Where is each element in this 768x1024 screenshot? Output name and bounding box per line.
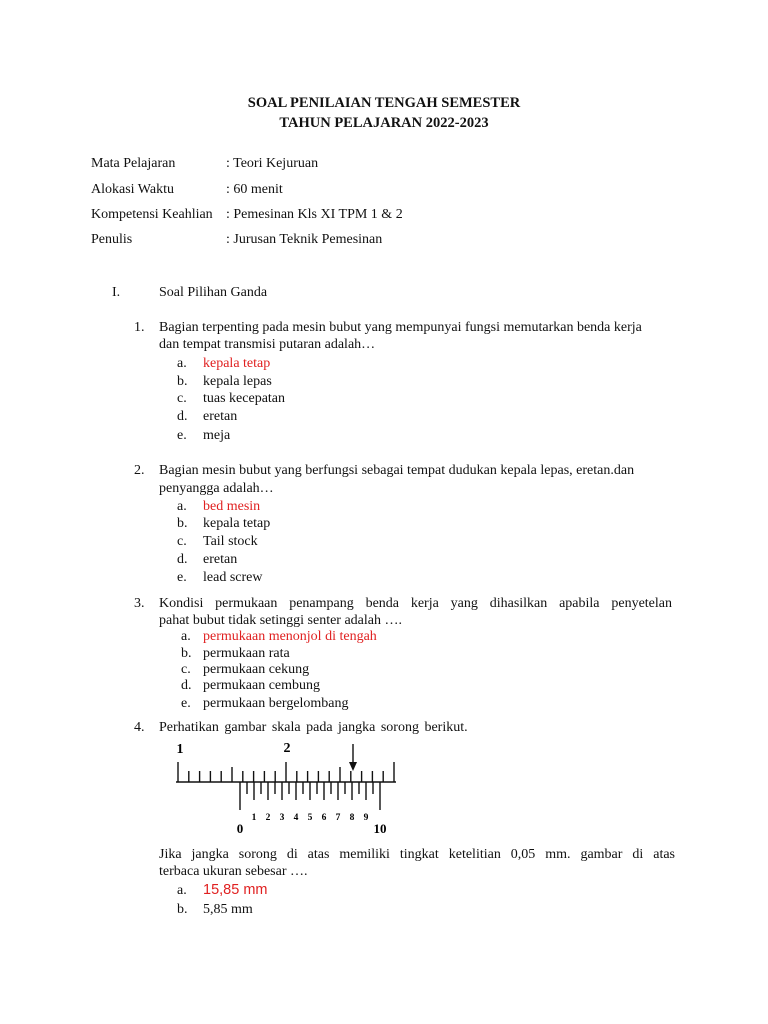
option-text: permukaan cekung [203,662,310,677]
question-number: 3. [134,596,145,611]
option-letter: d. [177,409,188,424]
option-letter: b. [177,374,188,389]
meta-label-competency: Kompetensi Keahlian [91,207,213,222]
meta-value-competency: : Pemesinan Kls XI TPM 1 & 2 [226,207,403,222]
option-text: kepala lepas [203,374,272,389]
option-letter: d. [177,552,188,567]
vernier-scale-label: 7 [335,813,341,823]
question-text-line: Kondisi permukaan penampang benda kerja yang dihasilkan apabila penyetelan [159,596,672,611]
option-text-correct: kepala tetap [203,356,271,371]
option-text: tuas kecepatan [203,391,286,406]
option-letter: a. [177,883,187,898]
vernier-scale-label: 0 [236,821,244,836]
option-letter: b. [181,646,192,661]
vernier-scale-label: 8 [349,813,355,823]
option-letter: c. [177,391,187,406]
document-subtitle: TAHUN PELAJARAN 2022-2023 [279,115,489,131]
option-letter: b. [177,516,188,531]
vernier-scale-label: 5 [307,813,313,823]
section-title: Soal Pilihan Ganda [159,285,268,300]
question-text-line: Bagian terpenting pada mesin bubut yang mempunyai fungsi memutarkan benda kerja [159,320,642,335]
vernier-scale-label: 6 [321,813,327,823]
vernier-scale-label: 1 [251,813,257,823]
option-text: kepala tetap [203,516,271,531]
vernier-caliper-figure [170,736,402,840]
document-title: SOAL PENILAIAN TENGAH SEMESTER [247,95,521,111]
main-scale-label: 1 [176,742,184,757]
section-number: I. [112,285,121,300]
option-text-correct: permukaan menonjol di tengah [203,629,377,644]
option-letter: c. [177,534,187,549]
option-letter: d. [181,678,192,693]
vernier-scale-label: 10 [373,821,387,836]
vernier-scale-label: 4 [293,813,299,823]
followup-text-line: Jika jangka sorong di atas memiliki tingkat ketelitian 0,05 mm. gambar di atas [159,847,675,862]
question-text-line: dan tempat transmisi putaran adalah… [159,337,376,352]
option-letter: e. [181,696,191,711]
question-text-line: penyangga adalah… [159,481,274,496]
option-letter: a. [181,629,191,644]
main-scale-label: 2 [283,741,291,756]
question-text-line: pahat bubut tidak setinggi senter adalah …. [159,613,402,628]
option-text: eretan [203,552,238,567]
followup-text-line: terbaca ukuran sebesar …. [159,864,308,879]
option-text: meja [203,428,231,443]
option-text: Tail stock [203,534,258,549]
meta-label-time: Alokasi Waktu [91,182,174,197]
question-number: 2. [134,463,145,478]
option-text: eretan [203,409,238,424]
vernier-scale-label: 2 [265,813,271,823]
option-text: lead screw [203,570,263,585]
option-text: permukaan rata [203,646,290,661]
option-text: 5,85 mm [203,902,253,917]
option-letter: e. [177,428,187,443]
question-text-line: Bagian mesin bubut yang berfungsi sebagai tempat dudukan kepala lepas, eretan.dan [159,463,635,478]
option-text: permukaan bergelombang [203,696,349,711]
meta-value-author: : Jurusan Teknik Pemesinan [226,232,383,247]
option-text-correct: 15,85 mm [203,882,268,898]
question-text-line: Perhatikan gambar skala pada jangka sorong berikut. [159,720,468,735]
option-letter: a. [177,499,187,514]
vernier-scale-label: 9 [363,813,369,823]
option-letter: b. [177,902,188,917]
question-number: 1. [134,320,145,335]
meta-label-author: Penulis [91,232,133,247]
question-number: 4. [134,720,145,735]
option-letter: a. [177,356,187,371]
meta-value-time: : 60 menit [226,182,283,197]
meta-value-subject: : Teori Kejuruan [226,156,319,171]
option-text: permukaan cembung [203,678,321,693]
vernier-scale-label: 3 [279,813,285,823]
option-letter: e. [177,570,187,585]
option-text-correct: bed mesin [203,499,261,514]
option-letter: c. [181,662,191,677]
meta-label-subject: Mata Pelajaran [91,156,176,171]
